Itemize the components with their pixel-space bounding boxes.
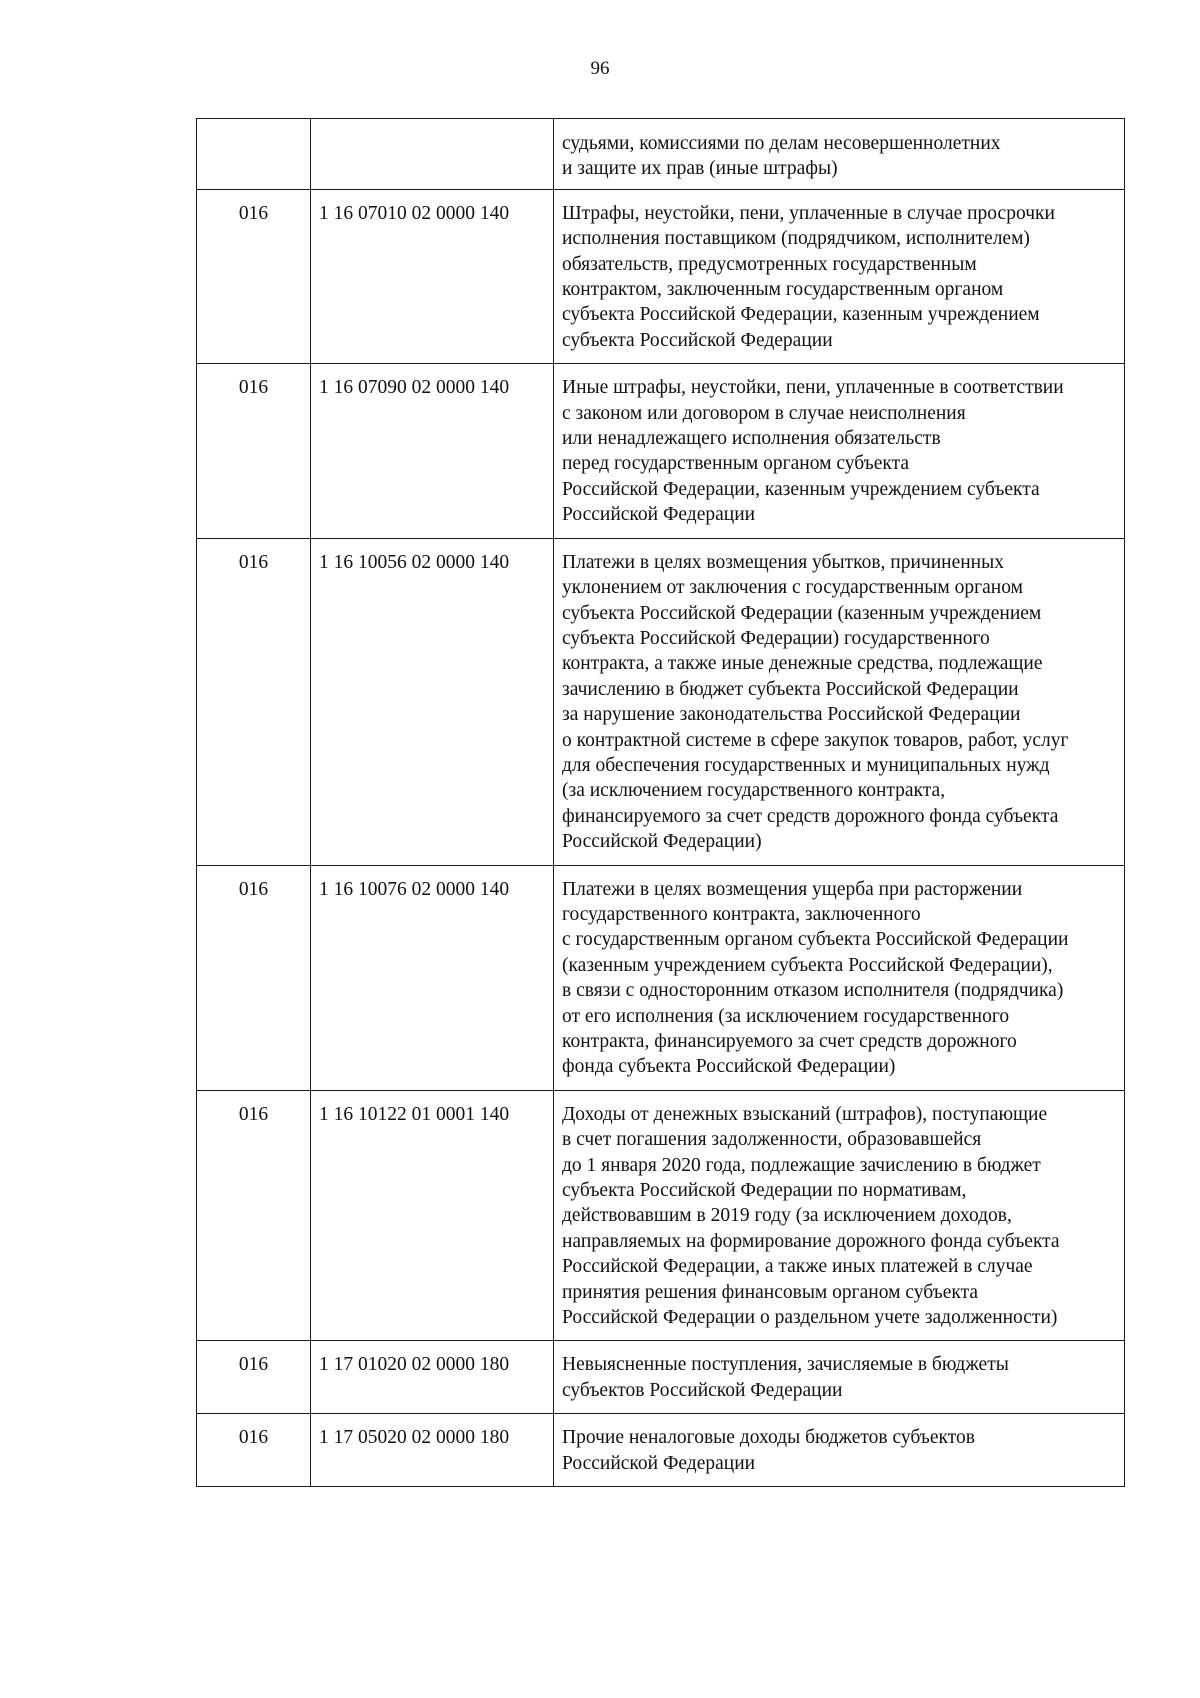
description-line: до 1 января 2020 года, подлежащие зачислению в бюджет: [562, 1154, 1041, 1176]
description-line: Доходы от денежных взысканий (штрафов), поступающие: [562, 1103, 1048, 1125]
table-row: [197, 1341, 1125, 1414]
description-line: Российской Федерации, казенным учреждением субъекта: [562, 478, 1040, 500]
description-line: субъекта Российской Федерации, казенным учреждением: [562, 304, 1040, 326]
description-line: Российской Федерации: [562, 1452, 756, 1474]
description-line: направляемых на формирование дорожного фонда субъекта: [562, 1230, 1060, 1252]
admin-code-cell: 016: [197, 1341, 311, 1414]
description-line: обязательств, предусмотренных государственным: [562, 253, 977, 275]
description-line: для обеспечения государственных и муниципальных нужд: [562, 754, 1050, 776]
table-row: [197, 865, 1125, 1090]
description-line: Штрафы, неустойки, пени, уплаченные в случае просрочки: [562, 202, 1055, 224]
budget-classification-code-cell: 1 16 07010 02 0000 140: [311, 189, 554, 363]
description-line: субъекта Российской Федерации (казенным учреждением: [562, 602, 1042, 624]
description-line: за нарушение законодательства Российской Федерации: [562, 704, 1021, 726]
admin-code-cell: 016: [197, 865, 311, 1090]
description-line: уклонением от заключения с государственным органом: [562, 577, 1023, 599]
table-body: [197, 119, 1125, 1487]
description-line: судьями, комиссиями по делам несовершеннолетних: [562, 133, 1001, 154]
description-line: Прочие неналоговые доходы бюджетов субъектов: [562, 1427, 975, 1449]
description-line: и защите их прав (иные штрафы): [562, 158, 838, 180]
admin-code-cell: [197, 119, 311, 190]
table-row: [197, 1090, 1125, 1341]
revenue-description-cell: [554, 538, 1125, 865]
budget-revenue-table: [196, 118, 1125, 1487]
description-line: субъекта Российской Федерации по нормативам,: [562, 1180, 967, 1202]
description-line: Российской Федерации): [562, 831, 762, 853]
description-line: Платежи в целях возмещения убытков, причиненных: [562, 551, 1004, 573]
revenue-description-cell: [554, 865, 1125, 1090]
budget-classification-code-cell: 1 17 05020 02 0000 180: [311, 1414, 554, 1487]
description-line: контрактом, заключенным государственным органом: [562, 279, 1004, 301]
budget-classification-code-cell: 1 16 10122 01 0001 140: [311, 1090, 554, 1341]
revenue-description-cell: [554, 189, 1125, 363]
description-line: о контрактной системе в сфере закупок товаров, работ, услуг: [562, 729, 1069, 751]
description-line: финансируемого за счет средств дорожного фонда субъекта: [562, 805, 1059, 827]
description-line: контракта, финансируемого за счет средств дорожного: [562, 1031, 1017, 1052]
description-line: (казенным учреждением субъекта Российской Федерации),: [562, 954, 1053, 976]
revenue-description-cell: [554, 1414, 1125, 1487]
table-row: [197, 1414, 1125, 1487]
description-line: субъекта Российской Федерации) государственного: [562, 627, 990, 649]
revenue-description-cell: [554, 364, 1125, 538]
description-line: субъектов Российской Федерации: [562, 1379, 843, 1401]
page-number: 96: [590, 58, 610, 79]
description-line: Российской Федерации, а также иных платежей в случае: [562, 1256, 1033, 1278]
budget-classification-code-cell: 1 16 07090 02 0000 140: [311, 364, 554, 538]
description-line: с законом или договором в случае неисполнения: [562, 402, 966, 424]
table-row: [197, 364, 1125, 538]
admin-code-cell: 016: [197, 1414, 311, 1487]
description-line: (за исключением государственного контракта,: [562, 780, 946, 802]
description-line: перед государственным органом субъекта: [562, 453, 910, 475]
description-line: Российской Федерации: [562, 504, 756, 526]
description-line: исполнения поставщиком (подрядчиком, исполнителем): [562, 228, 1030, 250]
description-line: или ненадлежащего исполнения обязательств: [562, 428, 941, 450]
admin-code-cell: 016: [197, 364, 311, 538]
revenue-description-cell: [554, 1090, 1125, 1341]
table-row: [197, 189, 1125, 363]
description-line: Иные штрафы, неустойки, пени, уплаченные в соответствии: [562, 377, 1064, 399]
description-line: принятия решения финансовым органом субъекта: [562, 1281, 979, 1303]
description-line: Российской Федерации о раздельном учете задолженности): [562, 1307, 1058, 1329]
description-line: субъекта Российской Федерации: [562, 329, 833, 351]
admin-code-cell: 016: [197, 189, 311, 363]
table-row: [197, 538, 1125, 865]
budget-classification-code-cell: 1 16 10076 02 0000 140: [311, 865, 554, 1090]
table-row: [197, 119, 1125, 190]
budget-classification-code-cell: [311, 119, 554, 190]
description-line: фонда субъекта Российской Федерации): [562, 1056, 896, 1078]
description-line: Невыясненные поступления, зачисляемые в бюджеты: [562, 1354, 1009, 1376]
description-line: с государственным органом субъекта Российской Федерации: [562, 929, 1069, 951]
description-line: в счет погашения задолженности, образовавшейся: [562, 1129, 982, 1151]
description-line: Платежи в целях возмещения ущерба при расторжении: [562, 878, 1023, 900]
description-line: государственного контракта, заключенного: [562, 903, 921, 925]
description-line: зачислению в бюджет субъекта Российской Федерации: [562, 678, 1019, 700]
revenue-description-cell: [554, 1341, 1125, 1414]
description-line: контракта, а также иные денежные средства, подлежащие: [562, 653, 1043, 675]
admin-code-cell: 016: [197, 538, 311, 865]
budget-classification-code-cell: 1 16 10056 02 0000 140: [311, 538, 554, 865]
description-line: действовавшим в 2019 году (за исключением доходов,: [562, 1205, 1012, 1227]
description-line: в связи с односторонним отказом исполнителя (подрядчика): [562, 980, 1064, 1002]
budget-classification-code-cell: 1 17 01020 02 0000 180: [311, 1341, 554, 1414]
description-line: от его исполнения (за исключением государственного: [562, 1005, 1010, 1027]
revenue-description-cell: [554, 119, 1125, 190]
admin-code-cell: 016: [197, 1090, 311, 1341]
